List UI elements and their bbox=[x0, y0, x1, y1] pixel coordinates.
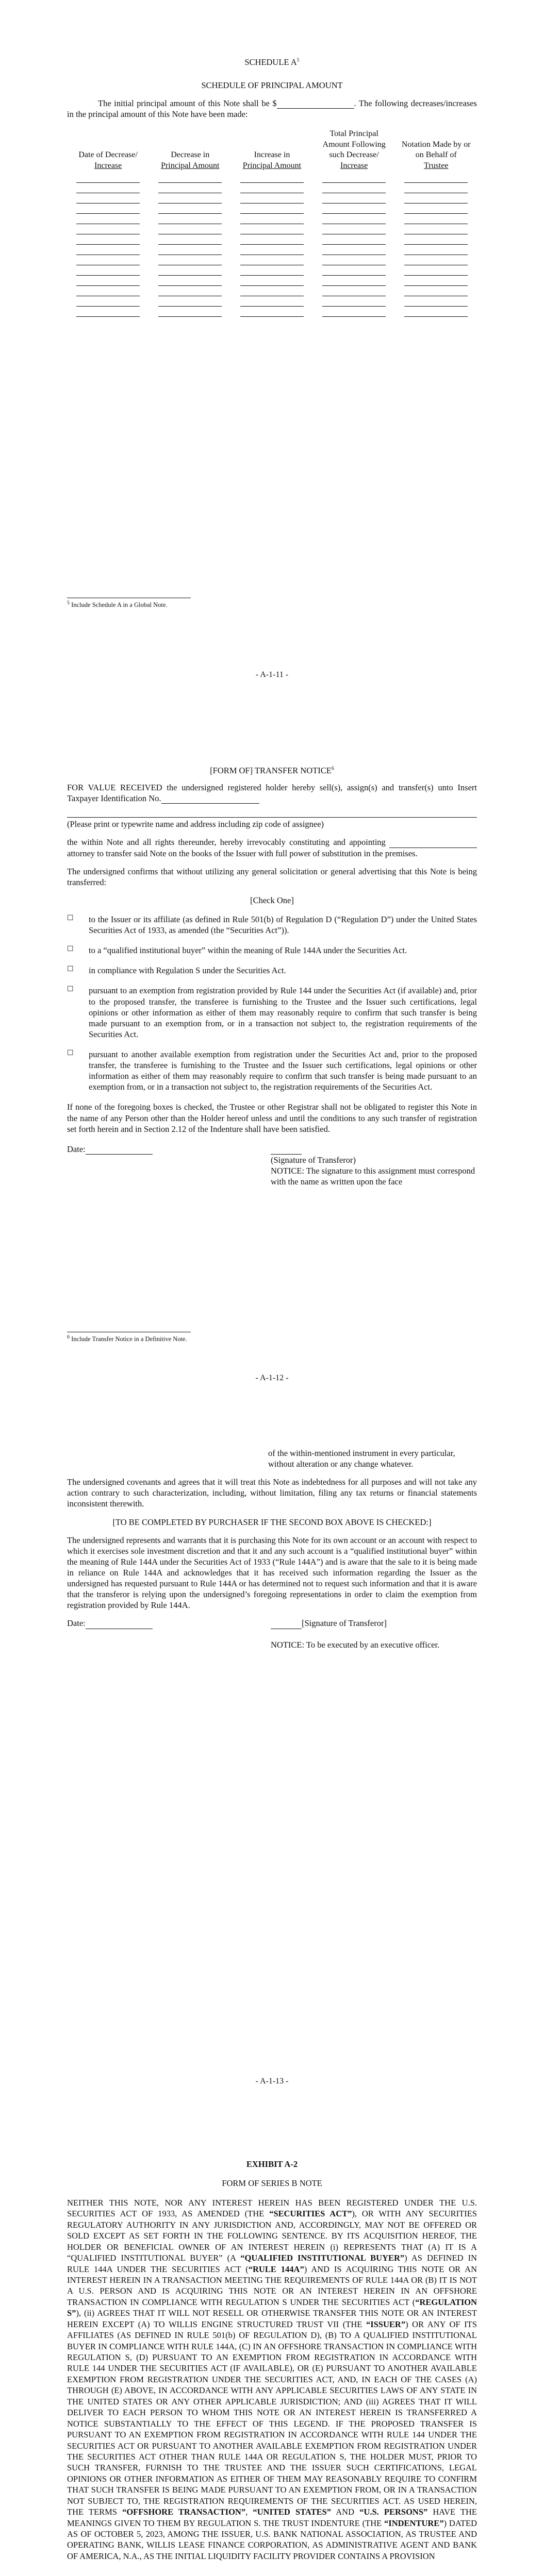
schedule-row bbox=[67, 204, 477, 214]
schedule-title: SCHEDULE $A^5$ bbox=[244, 57, 300, 67]
footnote-6: $^6$ Include Transfer Notice in a Definitive Note. bbox=[67, 1334, 187, 1343]
schedule-blank-cell[interactable] bbox=[231, 276, 313, 286]
schedule-column-header: Date of Decrease/ Increase bbox=[78, 150, 138, 170]
schedule-blank-cell[interactable] bbox=[395, 307, 477, 317]
schedule-row bbox=[67, 256, 477, 266]
schedule-blank-cell[interactable] bbox=[231, 173, 313, 183]
schedule-blank-cell[interactable] bbox=[149, 256, 231, 266]
schedule-blank-cell[interactable] bbox=[313, 307, 395, 317]
schedule-row bbox=[67, 235, 477, 245]
checkbox-icon[interactable]: ☐ bbox=[67, 945, 74, 954]
checkbox-icon[interactable]: ☐ bbox=[67, 965, 74, 974]
schedule-row bbox=[67, 276, 477, 286]
schedule-blank-cell[interactable] bbox=[395, 173, 477, 183]
signature-field: (Signature of Transferor) NOTICE: The signature to this assignment must correspond with the name as written upon the face bbox=[271, 1155, 475, 1187]
page-transfer-notice bbox=[0, 703, 544, 1406]
schedule-row bbox=[67, 266, 477, 276]
schedule-blank-cell[interactable] bbox=[395, 214, 477, 225]
schedule-column-header: Decrease in Principal Amount bbox=[161, 150, 220, 170]
schedule-blank-cell[interactable] bbox=[231, 183, 313, 194]
schedule-blank-cell[interactable] bbox=[67, 297, 149, 307]
schedule-blank-cell[interactable] bbox=[67, 266, 149, 276]
schedule-blank-cell[interactable] bbox=[149, 235, 231, 245]
schedule-blank-cell[interactable] bbox=[67, 214, 149, 225]
schedule-blank-cell[interactable] bbox=[67, 307, 149, 317]
schedule-blank-cell[interactable] bbox=[313, 225, 395, 235]
transfer-p3: the within Note and all rights thereunder, hereby irrevocably constituting and appointing attorney to transfer said Note on the books of the Issuer with full power of substitution in the premises. bbox=[67, 837, 477, 858]
schedule-blank-cell[interactable] bbox=[231, 214, 313, 225]
schedule-blank-cell[interactable] bbox=[231, 286, 313, 297]
schedule-blank-cell[interactable] bbox=[231, 256, 313, 266]
schedule-blank-cell[interactable] bbox=[313, 266, 395, 276]
schedule-blank-cell[interactable] bbox=[313, 286, 395, 297]
schedule-subtitle: SCHEDULE OF PRINCIPAL AMOUNT bbox=[201, 80, 343, 91]
check-options-list bbox=[67, 914, 477, 1092]
schedule-blank-cell[interactable] bbox=[313, 245, 395, 256]
footnote-area-2 bbox=[67, 1332, 191, 1343]
schedule-blank-cell[interactable] bbox=[149, 307, 231, 317]
schedule-table bbox=[67, 129, 477, 317]
schedule-blank-cell[interactable] bbox=[313, 297, 395, 307]
schedule-blank-cell[interactable] bbox=[313, 235, 395, 245]
checkbox-icon[interactable]: ☐ bbox=[67, 1048, 74, 1057]
exhibit-subtitle: FORM OF SERIES B NOTE bbox=[222, 2178, 322, 2189]
schedule-row bbox=[67, 307, 477, 317]
transfer-option bbox=[67, 965, 477, 976]
schedule-blank-cell[interactable] bbox=[395, 297, 477, 307]
footnote-area bbox=[67, 598, 191, 609]
schedule-blank-cell[interactable] bbox=[395, 266, 477, 276]
schedule-row bbox=[67, 173, 477, 183]
schedule-blank-cell[interactable] bbox=[395, 276, 477, 286]
schedule-blank-cell[interactable] bbox=[149, 245, 231, 256]
transfer-p5: If none of the foregoing boxes is checked, the Trustee or other Registrar shall not be obligated to register this Note in the name of any Person other than the Holder hereof unless and until the conditions to any such transfer of registration set forth herein and in Section 2.12 of the Indenture shall have been satisfied. bbox=[67, 1102, 477, 1134]
schedule-blank-cell[interactable] bbox=[231, 235, 313, 245]
page-schedule-a bbox=[0, 0, 544, 703]
schedule-blank-cell[interactable] bbox=[67, 204, 149, 214]
schedule-blank-cell[interactable] bbox=[231, 204, 313, 214]
schedule-intro: The initial principal amount of this Note shall be $ . The following decreases/increases in the principal amount of this Note have been made: bbox=[67, 98, 477, 120]
transfer-notice-title: [FORM OF] TRANSFER NOTICE$^6$ bbox=[210, 766, 334, 775]
schedule-blank-cell[interactable] bbox=[67, 183, 149, 194]
schedule-blank-cell[interactable] bbox=[313, 256, 395, 266]
transfer-option-text: to a “qualified institutional buyer” within the meaning of Rule 144A under the Securities Act. bbox=[89, 945, 407, 956]
schedule-blank-cell[interactable] bbox=[395, 225, 477, 235]
check-one-label: [Check One] bbox=[250, 895, 294, 905]
schedule-blank-cell[interactable] bbox=[231, 266, 313, 276]
covenant-paragraph: The undersigned covenants and agrees that it will treat this Note as indebtedness for all purposes and will not take any action contrary to such characterization, including, without limitation, filing any tax returns or financial statements inconsistent therewith. bbox=[67, 1477, 477, 1509]
schedule-blank-cell[interactable] bbox=[313, 214, 395, 225]
schedule-row bbox=[67, 245, 477, 256]
schedule-blank-cell[interactable] bbox=[313, 183, 395, 194]
schedule-blank-cell[interactable] bbox=[149, 297, 231, 307]
schedule-blank-cell[interactable] bbox=[313, 173, 395, 183]
schedule-blank-cell[interactable] bbox=[67, 173, 149, 183]
schedule-blank-cell[interactable] bbox=[395, 235, 477, 245]
schedule-row bbox=[67, 214, 477, 225]
transfer-option-text: to the Issuer or its affiliate (as defined in Rule 501(b) of Regulation D (“Regulation D”) under the United States Securities Act of 1933, as amended (the “Securities Act”)). bbox=[89, 914, 477, 936]
schedule-blank-cell[interactable] bbox=[67, 256, 149, 266]
schedule-blank-cell[interactable] bbox=[67, 286, 149, 297]
schedule-blank-cell[interactable] bbox=[149, 225, 231, 235]
schedule-row bbox=[67, 183, 477, 194]
schedule-blank-cell[interactable] bbox=[149, 183, 231, 194]
transfer-option bbox=[67, 985, 477, 1040]
schedule-blank-cell[interactable] bbox=[67, 194, 149, 204]
schedule-column-header: Increase in Principal Amount bbox=[242, 150, 302, 170]
schedule-blank-cell[interactable] bbox=[67, 225, 149, 235]
transfer-p1: FOR VALUE RECEIVED the undersigned registered holder hereby sell(s), assign(s) and transfer(s) unto Insert Taxpayer Identification No. bbox=[67, 783, 477, 804]
page-number: - A-1-11 - bbox=[255, 670, 289, 679]
schedule-row bbox=[67, 286, 477, 297]
signature-block bbox=[67, 1144, 477, 1187]
date-field: Date: bbox=[67, 1144, 232, 1187]
schedule-blank-cell[interactable] bbox=[395, 194, 477, 204]
schedule-blank-cell[interactable] bbox=[149, 194, 231, 204]
schedule-blank-cell[interactable] bbox=[67, 235, 149, 245]
schedule-row bbox=[67, 297, 477, 307]
schedule-row bbox=[67, 194, 477, 204]
assignee-line bbox=[67, 811, 477, 818]
schedule-blank-cell[interactable] bbox=[231, 194, 313, 204]
page-number: - A-1-13 - bbox=[255, 2077, 289, 2086]
transfer-option bbox=[67, 945, 477, 956]
signature-field-2: [Signature of Transferor] NOTICE: To be executed by an executive officer. bbox=[271, 1618, 440, 1650]
purchaser-heading: [TO BE COMPLETED BY PURCHASER IF THE SECOND BOX ABOVE IS CHECKED:] bbox=[112, 1517, 432, 1527]
schedule-blank-cell[interactable] bbox=[67, 245, 149, 256]
schedule-blank-cell[interactable] bbox=[231, 297, 313, 307]
schedule-column-header: Notation Made by or on Behalf of Trustee bbox=[401, 140, 471, 170]
notice-continuation: of the within-mentioned instrument in every particular, without alteration or any change whatever. bbox=[268, 1448, 455, 1469]
page-number: - A-1-12 - bbox=[255, 1374, 289, 1382]
footnote-5: $^5$ Include Schedule A in a Global Note. bbox=[67, 600, 168, 609]
transfer-p2: (Please print or typewrite name and address including zip code of assignee) bbox=[67, 819, 324, 829]
schedule-blank-cell[interactable] bbox=[149, 214, 231, 225]
schedule-blank-cell[interactable] bbox=[395, 204, 477, 214]
schedule-blank-cell[interactable] bbox=[395, 286, 477, 297]
schedule-blank-cell[interactable] bbox=[313, 276, 395, 286]
transfer-option-text: pursuant to another available exemption from registration under the Securities Act and, prior to the proposed transfer, the transferee is furnishing to the Trustee and the Issuer such certifications, legal opinions or other information as either of them may reasonably require to confirm that such transfer is being made pursuant to an exemption from, or in a transaction not subject to, the registration requirements of the Securities Act. bbox=[89, 1049, 477, 1092]
checkbox-icon[interactable]: ☐ bbox=[67, 913, 74, 922]
schedule-blank-cell[interactable] bbox=[231, 225, 313, 235]
schedule-blank-cell[interactable] bbox=[313, 204, 395, 214]
schedule-blank-cell[interactable] bbox=[313, 194, 395, 204]
checkbox-icon[interactable]: ☐ bbox=[67, 985, 74, 994]
schedule-blank-cell[interactable] bbox=[149, 276, 231, 286]
schedule-blank-cell[interactable] bbox=[395, 245, 477, 256]
transfer-p4: The undersigned confirms that without utilizing any general solicitation or general advertising that this Note is being transferred: bbox=[67, 866, 477, 887]
date-field-2: Date: bbox=[67, 1618, 232, 1650]
schedule-blank-cell[interactable] bbox=[395, 183, 477, 194]
page-exhibit-a2 bbox=[0, 2110, 544, 2576]
transfer-option bbox=[67, 1049, 477, 1092]
page-transfer-continued bbox=[0, 1406, 544, 2110]
schedule-blank-cell[interactable] bbox=[395, 256, 477, 266]
transfer-option-text: pursuant to an exemption from registration provided by Rule 144 under the Securities Act (if available) and, prior to the proposed transfer, the transferee is furnishing to the Trustee and the Issuer such certifications, legal opinions or other information as either of them may reasonably require to confirm that such transfer is being made pursuant to an exemption from, or in a transaction not subject to, the registration requirements of the Securities Act. bbox=[89, 986, 477, 1039]
schedule-blank-cell[interactable] bbox=[149, 266, 231, 276]
transfer-option-text: in compliance with Regulation S under the Securities Act. bbox=[89, 965, 286, 976]
transfer-option bbox=[67, 914, 477, 936]
exhibit-title: EXHIBIT A-2 bbox=[246, 2159, 298, 2169]
schedule-blank-cell[interactable] bbox=[67, 276, 149, 286]
qib-representation: The undersigned represents and warrants that it is purchasing this Note for its own account or an account with respect to which it exercises sole investment discretion and that it and any such account is a “qualified institutional buyer” within the meaning of Rule 144A under the Securities Act of 1933 (“Rule 144A”) and is aware that the sale to it is being made in reliance on Rule 144A and acknowledges that it has received such information regarding the Issuer as the undersigned has requested pursuant to Rule 144A or has determined not to request such information and that it is aware that the transferor is relying upon the undersigned’s foregoing representations in order to claim the exemption from registration provided by Rule 144A. bbox=[67, 1535, 477, 1611]
schedule-blank-cell[interactable] bbox=[231, 245, 313, 256]
schedule-column-header: Total Principal Amount Following such Decrease/ Increase bbox=[322, 129, 386, 170]
schedule-blank-cell[interactable] bbox=[149, 173, 231, 183]
signature-block-2 bbox=[67, 1618, 477, 1650]
schedule-row bbox=[67, 225, 477, 235]
securities-legend: NEITHER THIS NOTE, NOR ANY INTEREST HEREIN HAS BEEN REGISTERED UNDER THE U.S. SECURITIES ACT OF 1933, AS AMENDED (THE “SECURITIES ACT”), OR WITH ANY SECURITIES REGULATORY AUTHORITY IN ANY JURISDICTION AND, ACCORDINGLY, MAY NOT BE OFFERED OR SOLD EXCEPT AS SET FORTH IN THE FOLLOWING SENTENCE. BY ITS ACQUISITION HEREOF, THE HOLDER OR BENEFICIAL OWNER OF AN INTEREST HEREIN (i) REPRESENTS THAT (A) IT IS A “QUALIFIED INSTITUTIONAL BUYER” (A “QUALIFIED INSTITUTIONAL BUYER”) AS DEFINED IN RULE 144A UNDER THE SECURITIES ACT (“RULE 144A”) AND IS ACQUIRING THIS NOTE OR AN INTEREST HEREIN IN A TRANSACTION MEETING THE REQUIREMENTS OF RULE 144A OR (B) IT IS NOT A U.S. PERSON AND IS ACQUIRING THIS NOTE OR AN INTEREST HEREIN IN AN OFFSHORE TRANSACTION IN COMPLIANCE WITH REGULATION S UNDER THE SECURITIES ACT (“REGULATION S”), (ii) AGREES THAT IT WILL NOT RESELL OR OTHERWISE TRANSFER THIS NOTE OR AN INTEREST HEREIN EXCEPT (A) TO WILLIS ENGINE STRUCTURED TRUST VII (THE “ISSUER”) OR ANY OF ITS AFFILIATES (AS DEFINED IN RULE 501(b) OF REGULATION D), (B) TO A QUALIFIED INSTITUTIONAL BUYER IN COMPLIANCE WITH RULE 144A, (C) IN AN OFFSHORE TRANSACTION IN COMPLIANCE WITH REGULATION S, (D) PURSUANT TO AN EXEMPTION FROM REGISTRATION IN ACCORDANCE WITH RULE 144 UNDER THE SECURITIES ACT (IF AVAILABLE), OR (E) PURSUANT TO ANOTHER AVAILABLE EXEMPTION FROM REGISTRATION UNDER THE SECURITIES ACT, AND, IN EACH OF THE CASES (A) THROUGH (E) ABOVE, IN ACCORDANCE WITH ANY APPLICABLE SECURITIES LAWS OF ANY STATE IN THE UNITED STATES OR ANY OTHER APPLICABLE JURISDICTION; AND (iii) AGREES THAT IT WILL DELIVER TO EACH PERSON TO WHOM THIS NOTE OR AN INTEREST HEREIN IS TRANSFERRED A NOTICE SUBSTANTIALLY TO THE EFFECT OF THIS LEGEND. IF THE PROPOSED TRANSFER IS PURSUANT TO AN EXEMPTION FROM REGISTRATION IN ACCORDANCE WITH RULE 144 UNDER THE SECURITIES ACT OR PURSUANT TO ANOTHER AVAILABLE EXEMPTION FROM REGISTRATION UNDER THE SECURITIES ACT OTHER THAN RULE 144A OR REGULATION S, THE HOLDER MUST, PRIOR TO SUCH TRANSFER, FURNISH TO THE TRUSTEE AND THE ISSUER SUCH CERTIFICATIONS, LEGAL OPINIONS OR OTHER INFORMATION AS EITHER OF THEM MAY REASONABLY REQUIRE TO CONFIRM THAT SUCH TRANSFER IS BEING MADE PURSUANT TO AN EXEMPTION FROM, OR IN A TRANSACTION NOT SUBJECT TO, THE REGISTRATION REQUIREMENTS OF THE SECURITIES ACT. AS USED HEREIN, THE TERMS “OFFSHORE TRANSACTION”, “UNITED STATES” AND “U.S. PERSONS” HAVE THE MEANINGS GIVEN TO THEM BY REGULATION S. THE TRUST INDENTURE (THE “INDENTURE”) DATED AS OF OCTOBER 5, 2023, AMONG THE ISSUER, U.S. BANK NATIONAL ASSOCIATION, AS TRUSTEE AND OPERATING BANK, WILLIS LEASE FINANCE CORPORATION, AS ADMINISTRATIVE AGENT AND BANK OF AMERICA, N.A., AS THE INITIAL LIQUIDITY FACILITY PROVIDER CONTAINS A PROVISION bbox=[67, 2197, 477, 2561]
schedule-blank-cell[interactable] bbox=[149, 204, 231, 214]
schedule-blank-cell[interactable] bbox=[231, 307, 313, 317]
schedule-blank-cell[interactable] bbox=[149, 286, 231, 297]
